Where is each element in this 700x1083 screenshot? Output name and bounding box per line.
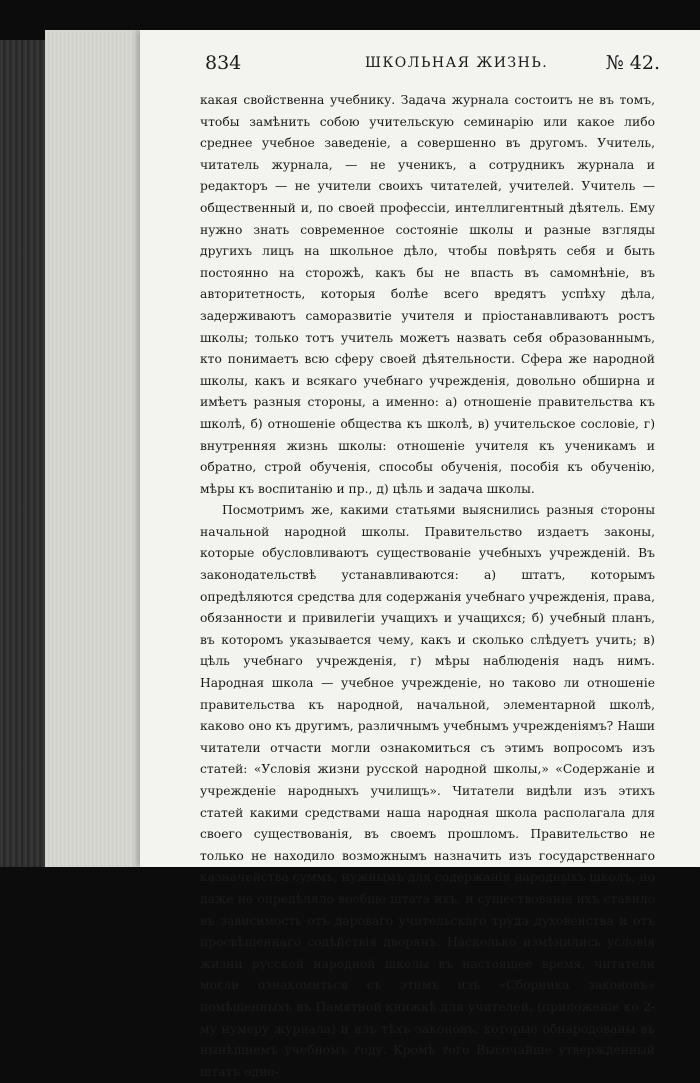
paragraph: Посмотримъ же, какими статьями выяснились разныя стороны начальной народной школы. Правительство издаетъ законы, которые обусловливаютъ существованіе учебныхъ учрежденій. Въ законодательствѣ устанавливаются: а) штатъ, которымъ опредѣляются средства для содержанія учебнаго учрежденія, права, обязанности и привилегіи учащихъ и учащихся; б) учебный планъ, въ которомъ указывается чему, какъ и сколько слѣдуетъ учить; в) цѣль учебнаго учрежденія, г) мѣры наблюденія надъ нимъ. Народная школа — учебное учрежденіе, но таково ли отношеніе правительства къ народной, начальной, элементарной школѣ, каково оно къ другимъ, различнымъ учебнымъ учрежденіямъ? Наши читатели отчасти могли ознакомиться съ этимъ вопросомъ изъ статей: «Условія жизни русской народной школы,» «Содержаніе и учрежденіе народныхъ училищъ». Читатели видѣли изъ этихъ статей какими средствами наша народная школа располагала для своего существованія, въ своемъ прошломъ. Правительство не только не находило возможнымъ назначить изъ государственнаго казначейства суммъ, нужнымъ для содержанія народныхъ школъ, но даже не опредѣляло вообще штата ихъ, и существованіе ихъ ставило въ зависимость отъ дароваго учительскаго труда духовенства и отъ просвѣщеннаго содѣйствія дворянъ. Насколько измѣнились условія жизни русской народной школы въ настоящее время, читатели могли ознакомиться съ этимъ изъ «Сборника законовъ» помѣщенныхъ въ Памятной книжкѣ для учителей, (приложеніе ко 2-му нумеру журнала) и изъ тѣхъ законовъ, которые обнародованы въ нынѣшнемъ учебномъ году. Кромѣ того Высочайше утвержденный штатъ одно- [200,503,655,1079]
page-number: 834 [205,52,242,74]
body-text [200,90,655,1083]
book-cover-edge [0,40,45,867]
issue-number: № 42. [605,52,660,74]
running-title: ШКОЛЬНАЯ ЖИЗНЬ. [365,55,549,71]
paragraph: какая свойственна учебнику. Задача журнала состоитъ не въ томъ, чтобы замѣнить собою учительскую семинарію или какое либо среднее учебное заведеніе, а совершенно въ другомъ. Учитель, читатель журнала, — не ученикъ, а сотрудникъ журнала и редакторъ — не учители своихъ читателей, учителей. Учитель — общественный и, по своей профессіи, интеллигентный дѣятель. Ему нужно знать современное состояніе школы и разные взгляды другихъ лицъ на школьное дѣло, чтобы повѣрять себя и быть постоянно на сторожѣ, какъ бы не впасть въ самомнѣніе, въ авторитетность, которыя болѣе всего вредятъ успѣху дѣла, задерживаютъ саморазвитіе учителя и пріостанавливаютъ ростъ школы; только тотъ учитель можетъ назвать себя образованнымъ, кто понимаетъ всю сферу своей дѣятельности. Сфера же народной школы, какъ и всякаго учебнаго учрежденія, довольно обширна и имѣетъ разныя стороны, а именно: а) отношеніе правительства къ школѣ, б) отношеніе общества къ школѣ, в) учительское сословіе, г) внутренняя жизнь школы: отношеніе учителя къ ученикамъ и обратно, строй обученія, способы обученія, пособія къ обученію, мѣры къ воспитанію и пр., д) цѣль и задача школы. [200,93,655,496]
page-header [205,52,660,80]
